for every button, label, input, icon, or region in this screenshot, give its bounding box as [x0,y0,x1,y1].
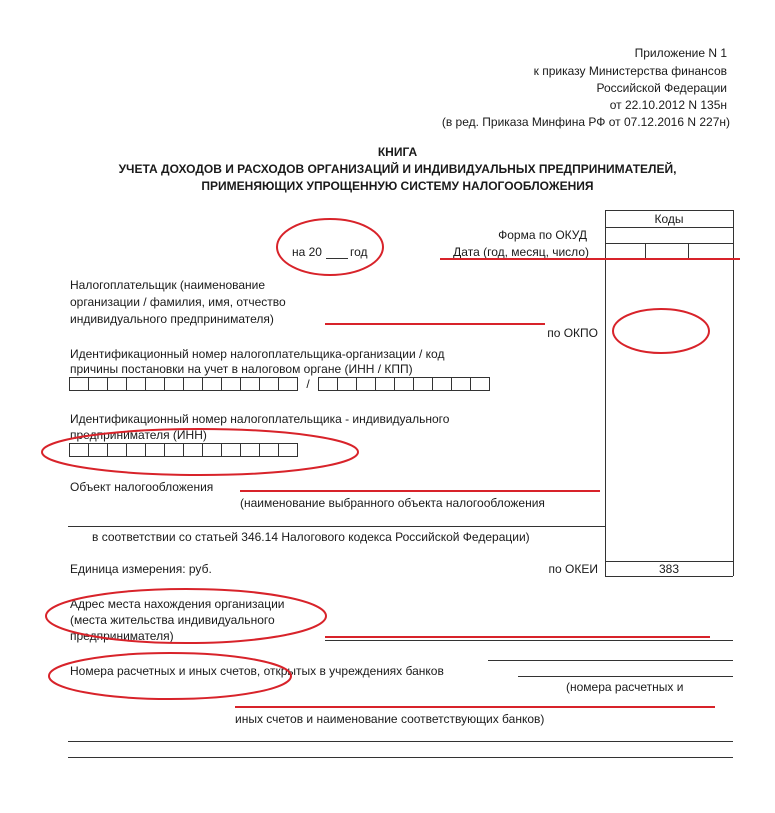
inn-ip-label-1: Идентификационный номер налогоплательщика - индивидуального [70,412,450,426]
doc-subtitle-2: ПРИМЕНЯЮЩИХ УПРОЩЕННУЮ СИСТЕМУ НАЛОГООБЛОЖЕНИЯ [201,179,594,193]
taxpayer-label-3: индивидуального предпринимателя) [70,312,274,326]
inn-kpp-label-1: Идентификационный номер налогоплательщика-организации / код [70,347,445,361]
okpo-label: по ОКПО [547,326,598,340]
address-input-line[interactable] [325,640,733,641]
order-date: от 22.10.2012 N 135н [609,98,727,112]
annotation-underline-taxpayer [325,323,545,325]
doc-title: КНИГА [377,145,418,159]
taxpayer-label-1: Налогоплательщик (наименование [70,278,266,292]
address-label-3: предпринимателя) [70,629,174,643]
annotation-underline-date [440,258,740,260]
appendix-label: Приложение N 1 [634,46,727,60]
okei-label: по ОКЕИ [548,562,598,576]
okei-value: 383 [658,562,680,576]
inn-kpp-label-2: причины постановки на учет в налоговом органе (ИНН / КПП) [70,362,413,376]
object-label: Объект налогообложения [70,480,214,494]
address-label-1: Адрес места нахождения организации [70,597,285,611]
inn-kpp-separator: / [306,377,310,391]
annotation-ellipse-okpo [613,309,709,353]
codes-header: Коды [654,212,684,226]
accounts-label: Номера расчетных и иных счетов, открытых в учреждениях банков [70,664,444,678]
object-law: в соответствии со статьей 346.14 Налогового кодекса Российской Федерации) [92,530,530,544]
accounts-hint-2: иных счетов и наименование соответствующих банков) [235,712,545,726]
annotation-underline-accounts [235,706,715,708]
inn-ip-label-2: предпринимателя (ИНН) [70,428,207,442]
accounts-input-line[interactable] [518,676,733,677]
inn-ip-cells[interactable] [70,443,298,457]
order-ref: к приказу Министерства финансов [533,64,727,78]
annotation-underline-address [325,636,710,638]
taxpayer-label-2: организации / фамилия, имя, отчество [70,295,286,309]
year-input-line[interactable] [326,258,348,259]
okud-label: Форма по ОКУД [498,228,587,242]
date-label: Дата (год, месяц, число) [453,245,589,259]
amendment-ref: (в ред. Приказа Минфина РФ от 07.12.2016 N 227н) [441,115,730,129]
inn-kpp-cells[interactable] [70,377,490,391]
year-suffix: год [350,245,368,259]
object-hint: (наименование выбранного объекта налогообложения [240,496,545,510]
unit-label: Единица измерения: руб. [70,562,212,576]
year-prefix: на 20 [292,245,322,259]
doc-subtitle-1: УЧЕТА ДОХОДОВ И РАСХОДОВ ОРГАНИЗАЦИЙ И ИНДИВИДУАЛЬНЫХ ПРЕДПРИНИМАТЕЛЕЙ, [118,162,677,176]
address-label-2: (места жительства индивидуального [70,613,275,627]
accounts-hint-1: (номера расчетных и [566,680,684,694]
ministry-ref: Российской Федерации [596,81,727,95]
annotation-underline-object [240,490,600,492]
